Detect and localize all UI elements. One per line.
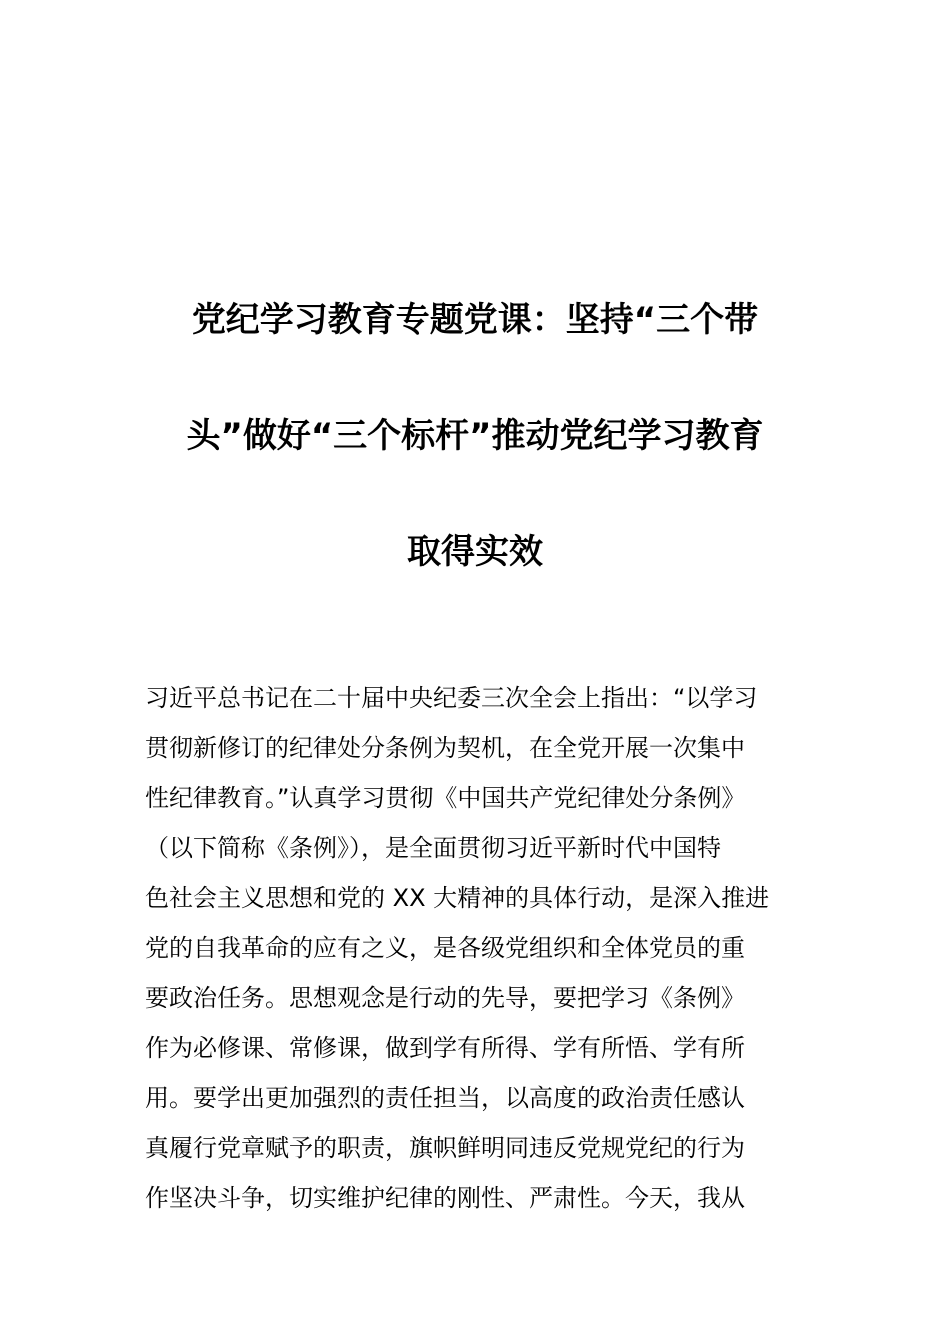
body-line: 作为必修课、常修课，做到学有所得、学有所悟、学有所 [145,1034,745,1062]
body-line: （以下简称《条例》），是全面贯彻习近平新时代中国特 [145,834,721,862]
title-line: 党纪学习教育专题党课：坚持“三个带 [191,300,759,340]
body-line: 色社会主义思想和党的 XX 大精神的具体行动，是深入推进 [145,884,770,912]
document-title [0,290,950,582]
title-line: 取得实效 [407,532,543,572]
body-line: 真履行党章赋予的职责，旗帜鲜明同违反党规党纪的行为 [145,1134,745,1162]
body-line: 党的自我革命的应有之义，是各级党组织和全体党员的重 [145,934,745,962]
body-line: 性纪律教育。”认真学习贯彻《中国共产党纪律处分条例》 [145,784,746,812]
body-line: 用。要学出更加强烈的责任担当，以高度的政治责任感认 [145,1084,745,1112]
body-line: 贯彻新修订的纪律处分条例为契机，在全党开展一次集中 [145,734,745,762]
body-line: 习近平总书记在二十届中央纪委三次全会上指出：“以学习 [145,684,758,712]
body-line: 作坚决斗争，切实维护纪律的刚性、严肃性。今天，我从 [145,1184,745,1212]
body-paragraph [145,673,810,1223]
title-line: 头”做好“三个标杆”推动党纪学习教育 [186,416,764,456]
body-line: 要政治任务。思想观念是行动的先导，要把学习《条例》 [145,984,745,1012]
